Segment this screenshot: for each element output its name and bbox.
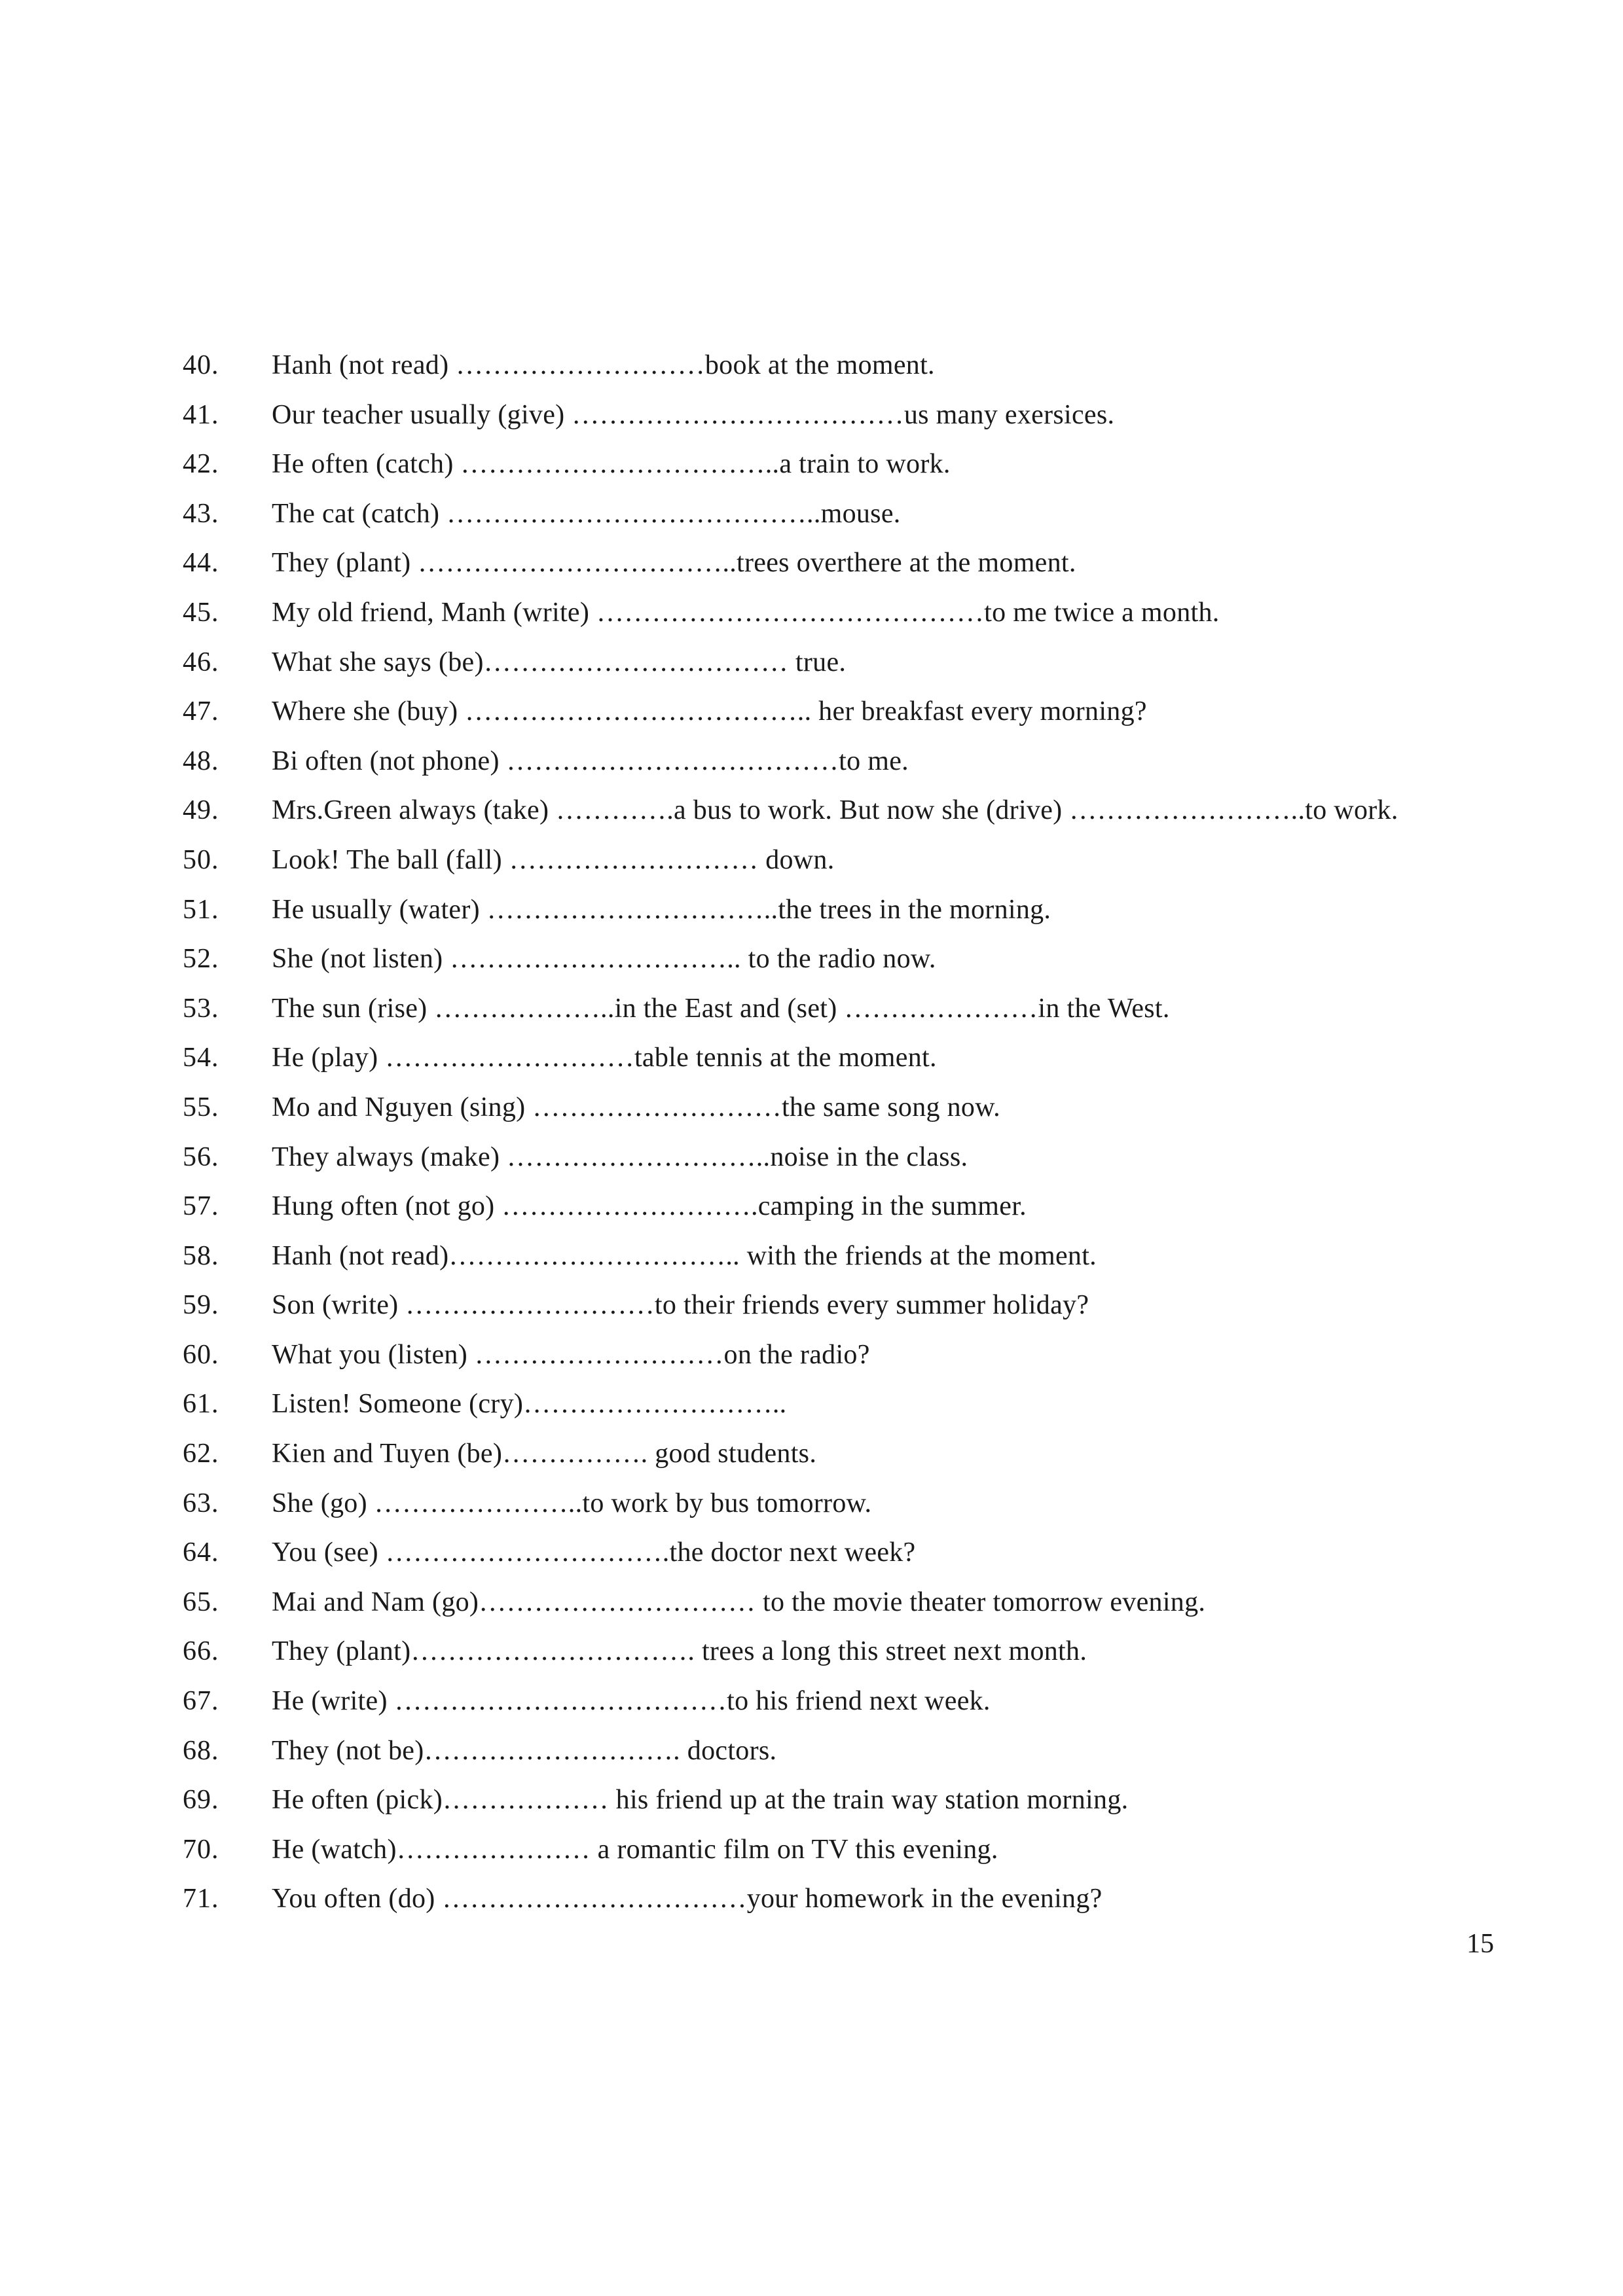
- exercise-item: [0, 543, 1623, 593]
- exercise-number: 66.: [183, 1636, 219, 1667]
- exercise-number: 69.: [183, 1785, 219, 1816]
- exercise-item: [0, 395, 1623, 445]
- exercise-sentence: Hanh (not read) ………………………book at the moment.: [272, 350, 935, 380]
- exercise-sentence: What you (listen) ………………………on the radio?: [272, 1339, 870, 1370]
- exercise-sentence: The cat (catch) …………………………………..mouse.: [272, 498, 901, 529]
- exercise-sentence: He (play) ………………………table tennis at the moment.: [272, 1043, 937, 1073]
- exercise-number: 44.: [183, 548, 219, 579]
- exercise-sentence: Listen! Someone (cry)………………………..: [272, 1389, 787, 1420]
- exercise-sentence: She (go) …………………..to work by bus tomorrow.: [272, 1488, 872, 1518]
- exercise-item: [0, 1632, 1623, 1681]
- exercise-item: [0, 1583, 1623, 1632]
- exercise-number: 45.: [183, 597, 219, 628]
- exercise-item: [0, 346, 1623, 395]
- exercise-sentence: Bi often (not phone) ………………………………to me.: [272, 745, 909, 776]
- exercise-number: 47.: [183, 696, 219, 727]
- exercise-sentence: They always (make) ………………………..noise in the class.: [272, 1141, 968, 1172]
- exercise-sentence: He (write) ………………………………to his friend next week.: [272, 1686, 991, 1717]
- exercise-number: 48.: [183, 745, 219, 776]
- exercise-sentence: Son (write) ………………………to their friends every summer holiday?: [272, 1290, 1089, 1321]
- exercise-item: [0, 1138, 1623, 1187]
- exercise-item: [0, 1434, 1623, 1484]
- exercise-number: 63.: [183, 1488, 219, 1518]
- exercise-item: [0, 1879, 1623, 1929]
- exercise-number: 67.: [183, 1686, 219, 1717]
- exercise-number: 42.: [183, 449, 219, 480]
- exercise-item: [0, 989, 1623, 1039]
- exercise-item: [0, 1335, 1623, 1385]
- exercise-number: 51.: [183, 894, 219, 925]
- exercise-number: 65.: [183, 1587, 219, 1617]
- exercise-list: [0, 346, 1623, 1929]
- exercise-number: 46.: [183, 647, 219, 677]
- exercise-sentence: Mrs.Green always (take) ………….a bus to work. But now she (drive) ……………………..to work.: [272, 795, 1398, 826]
- exercise-number: 61.: [183, 1389, 219, 1420]
- exercise-item: [0, 1681, 1623, 1731]
- exercise-sentence: Kien and Tuyen (be)……………. good students.: [272, 1439, 817, 1469]
- exercise-number: 62.: [183, 1439, 219, 1469]
- exercise-number: 68.: [183, 1735, 219, 1766]
- exercise-sentence: You (see) ………………………….the doctor next week?: [272, 1537, 916, 1568]
- exercise-number: 54.: [183, 1043, 219, 1073]
- exercise-number: 59.: [183, 1290, 219, 1321]
- exercise-item: [0, 890, 1623, 940]
- exercise-sentence: You often (do) ……………………………your homework in the evening?: [272, 1884, 1103, 1914]
- exercise-sentence: Look! The ball (fall) ……………………… down.: [272, 844, 835, 875]
- exercise-number: 64.: [183, 1537, 219, 1568]
- exercise-sentence: Where she (buy) ……………………………….. her breakfast every morning?: [272, 696, 1147, 727]
- exercise-item: [0, 593, 1623, 643]
- exercise-item: [0, 1780, 1623, 1830]
- exercise-sentence: She (not listen) ………………………….. to the radio now.: [272, 944, 936, 975]
- exercise-item: [0, 742, 1623, 791]
- exercise-number: 71.: [183, 1884, 219, 1914]
- exercise-item: [0, 444, 1623, 494]
- exercise-item: [0, 1384, 1623, 1434]
- exercise-sentence: He often (pick)……………… his friend up at the train way station morning.: [272, 1785, 1129, 1816]
- exercise-item: [0, 1088, 1623, 1138]
- exercise-number: 53.: [183, 993, 219, 1024]
- exercise-number: 57.: [183, 1191, 219, 1222]
- exercise-sentence: They (plant) ……………………………..trees overthere at the moment.: [272, 548, 1076, 579]
- exercise-item: [0, 1830, 1623, 1880]
- exercise-item: [0, 1533, 1623, 1583]
- exercise-item: [0, 1731, 1623, 1781]
- exercise-number: 60.: [183, 1339, 219, 1370]
- exercise-sentence: The sun (rise) ………………..in the East and (set) …………………in the West.: [272, 993, 1170, 1024]
- exercise-item: [0, 791, 1623, 840]
- exercise-number: 41.: [183, 399, 219, 430]
- exercise-sentence: What she says (be)…………………………… true.: [272, 647, 847, 677]
- exercise-number: 52.: [183, 944, 219, 975]
- exercise-number: 40.: [183, 350, 219, 380]
- exercise-sentence: Mai and Nam (go)………………………… to the movie theater tomorrow evening.: [272, 1587, 1206, 1617]
- page-number: 15: [1467, 1929, 1494, 1959]
- exercise-item: [0, 1236, 1623, 1286]
- exercise-item: [0, 939, 1623, 989]
- exercise-number: 49.: [183, 795, 219, 826]
- exercise-sentence: He (watch)………………… a romantic film on TV this evening.: [272, 1834, 998, 1865]
- exercise-sentence: Hanh (not read)………………………….. with the friends at the moment.: [272, 1240, 1097, 1271]
- exercise-item: [0, 643, 1623, 692]
- exercise-sentence: They (plant)…………………………. trees a long this street next month.: [272, 1636, 1087, 1667]
- exercise-item: [0, 494, 1623, 544]
- exercise-sentence: My old friend, Manh (write) ……………………………………to me twice a month.: [272, 597, 1220, 628]
- exercise-sentence: Our teacher usually (give) ………………………………us many exersices.: [272, 399, 1115, 430]
- exercise-item: [0, 1285, 1623, 1335]
- exercise-number: 58.: [183, 1240, 219, 1271]
- exercise-item: [0, 1187, 1623, 1236]
- exercise-item: [0, 840, 1623, 890]
- exercise-number: 43.: [183, 498, 219, 529]
- exercise-item: [0, 1038, 1623, 1088]
- exercise-item: [0, 1484, 1623, 1534]
- exercise-number: 56.: [183, 1141, 219, 1172]
- exercise-item: [0, 692, 1623, 742]
- exercise-number: 50.: [183, 844, 219, 875]
- exercise-sentence: They (not be)………………………. doctors.: [272, 1735, 777, 1766]
- exercise-sentence: He usually (water) …………………………..the trees in the morning.: [272, 894, 1051, 925]
- exercise-number: 55.: [183, 1092, 219, 1122]
- exercise-number: 70.: [183, 1834, 219, 1865]
- exercise-sentence: Mo and Nguyen (sing) ………………………the same song now.: [272, 1092, 1000, 1122]
- exercise-sentence: He often (catch) ……………………………..a train to work.: [272, 449, 951, 480]
- exercise-sentence: Hung often (not go) ……………………….camping in the summer.: [272, 1191, 1027, 1222]
